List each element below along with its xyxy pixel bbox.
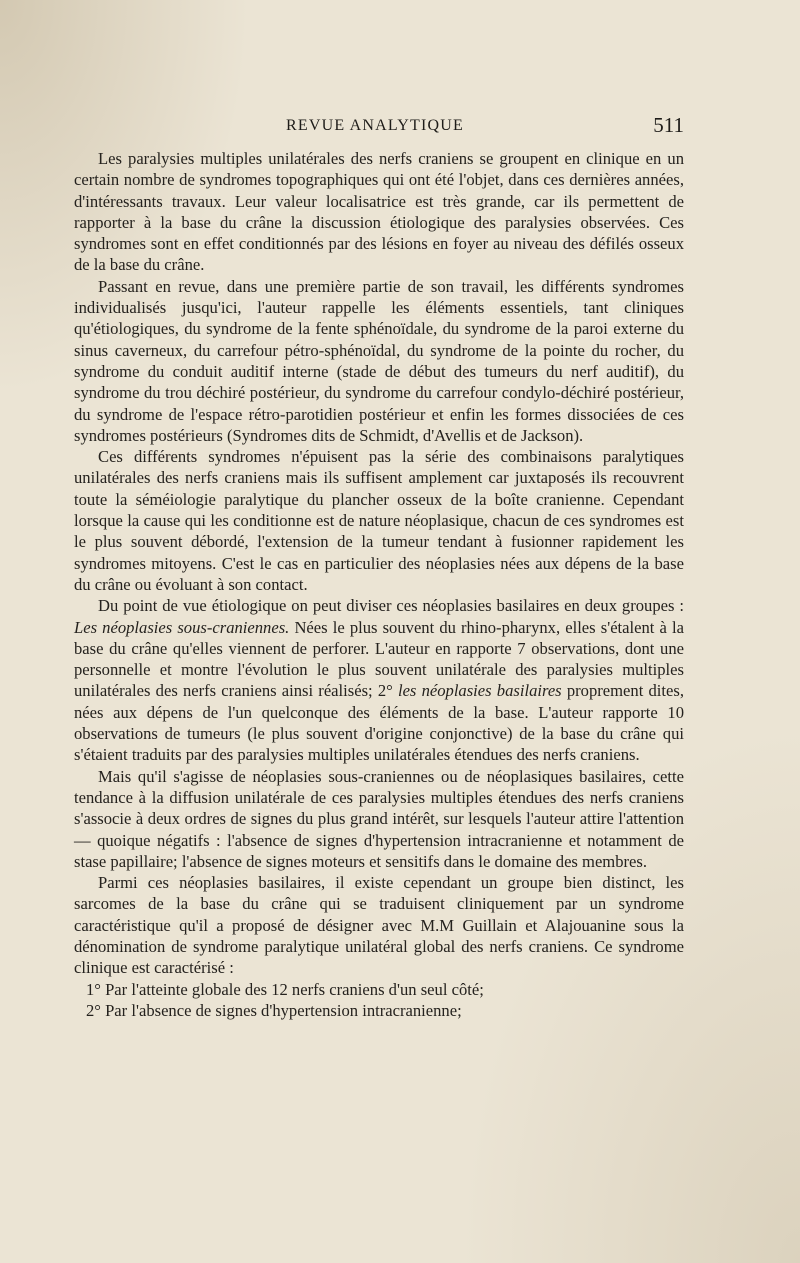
paragraph-3: Ces différents syndromes n'épuisent pas la série des combinaisons paralytiques unilatérales des nerfs craniens mais ils suffisent amplement car juxtaposés ils recouvrent toute la séméiologie paralytique du plancher osseux de la boîte cranienne. Cependant lorsque la cause qui les conditionne est de nature néoplasique, chacun de ces syndromes est le plus souvent débordé, l'extension de la tumeur tendant à fusionner rapidement les syndromes mitoyens. C'est le cas en particulier des néoplasies nées aux dépens de la base du crâne ou évoluant à son contact. — [74, 447, 684, 594]
body-text — [74, 148, 684, 1021]
paragraph-5: Mais qu'il s'agisse de néoplasies sous-craniennes ou de néoplasiques basilaires, cette tendance à la diffusion unilatérale de ces paralysies multiples étendues des nerfs craniens s'associe à deux ordres de signes du plus grand intérêt, sur lesquels l'auteur attire l'attention — quoique négatifs : l'absence de signes d'hypertension intracranienne et notamment de stase papillaire; l'absence de signes moteurs et sensitifs dans le domaine des membres. — [74, 766, 684, 871]
page-number: 511 — [653, 113, 684, 137]
paragraph-4-part-c: proprement dites, nées aux dépens de l'un quelconque des éléments de la base. L'auteur rapporte 10 observations de tumeurs (le plus souvent d'origine conjonctive) de la base du crâne qui s'étaient traduits par des paralysies multiples unilatérales étendues des nerfs craniens. — [74, 681, 684, 765]
paragraph-2: Passant en revue, dans une première partie de son travail, les différents syndromes individualisés jusqu'ici, l'auteur rappelle les éléments essentiels, tant cliniques qu'étiologiques, du syndrome de la fente sphénoïdale, du syndrome de la paroi externe du sinus caverneux, du carrefour pétro-sphénoïdal, du syndrome de la pointe du rocher, du syndrome du conduit auditif interne (stade de début des tumeurs du nerf auditif), du syndrome du trou déchiré postérieur, du syndrome du carrefour condylo-déchiré postérieur, du syndrome de l'espace rétro-parotidien postérieur et enfin les formes dissociées de ces syndromes postérieurs (Syndromes dits de Schmidt, d'Avellis et de Jackson). — [74, 276, 684, 445]
paragraph-4-part-b: Nées le plus souvent du rhino-pharynx, elles s'étalent à la base du crâne qu'elles viennent de perforer. L'auteur en rapporte 7 observations, dont une personnelle et montre l'évolution le plus souvent unilatérale des paralysies multiples unilatérales des nerfs craniens ainsi réalisés; 2° — [74, 617, 684, 701]
running-head: REVUE ANALYTIQUE — [286, 117, 465, 134]
page-header — [72, 113, 684, 143]
paragraph-4-italic-1: Les néoplasies sous-craniennes. — [74, 617, 290, 637]
paragraph-1: Les paralysies multiples unilatérales des nerfs craniens se groupent en clinique en un certain nombre de syndromes topographiques qui ont été l'objet, dans ces dernières années, d'intéressants travaux. Leur valeur localisatrice est très grande, car ils permettent de rapporter à la base du crâne la discussion étiologique des paralysies observées. Ces syndromes sont en effet conditionnés par des lésions en foyer au niveau des défilés osseux de la base du crâne. — [74, 149, 684, 275]
paragraph-4 — [74, 595, 684, 765]
list-item-1: 1° Par l'atteinte globale des 12 nerfs craniens d'un seul côté; — [86, 979, 484, 999]
paragraph-4-part-a: Du point de vue étiologique on peut diviser ces néoplasies basilaires en deux groupes : — [98, 596, 684, 616]
paragraph-6: Parmi ces néoplasies basilaires, il existe cependant un groupe bien distinct, les sarcomes de la base du crâne qui se traduisent cliniquement par un syndrome caractéristique qu'il a proposé de désigner avec M.M Guillain et Alajouanine sous la dénomination de syndrome paralytique unilatéral global des nerfs craniens. Ce syndrome clinique est caractérisé : — [74, 873, 684, 978]
paragraph-4-italic-2: les néoplasies basilaires — [397, 681, 562, 701]
list-item-2: 2° Par l'absence de signes d'hypertension intracranienne; — [86, 1000, 462, 1020]
